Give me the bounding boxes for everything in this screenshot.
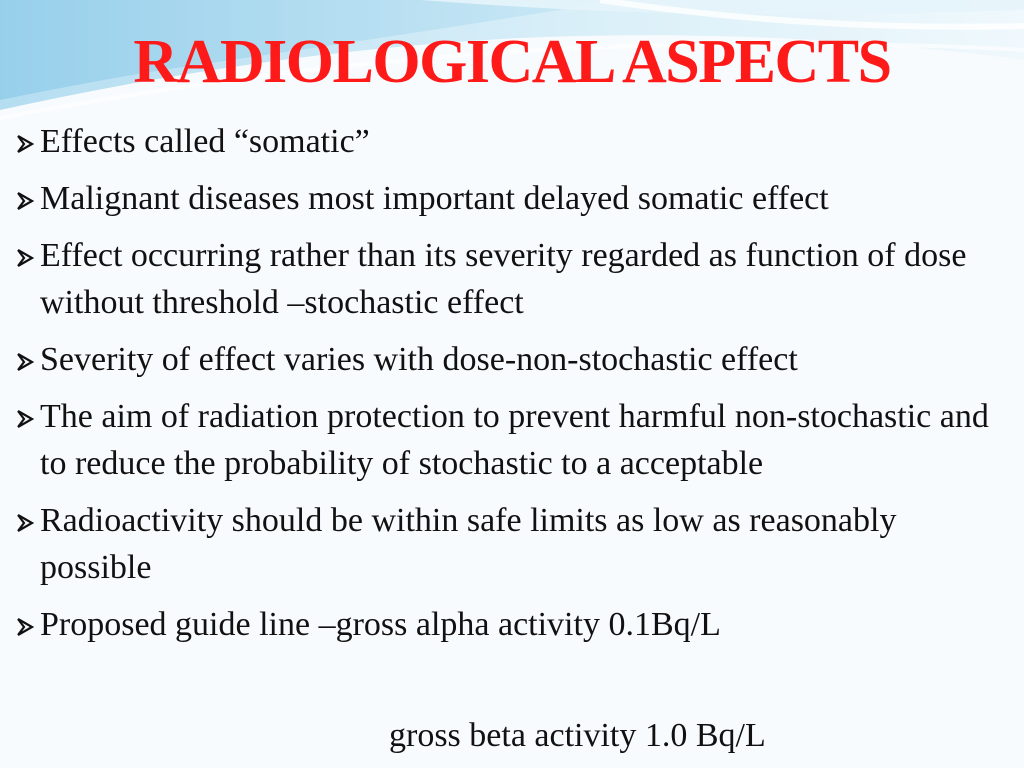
arrowhead-bullet-icon <box>14 190 36 212</box>
arrowhead-bullet-icon <box>14 512 36 534</box>
bullet-text: Radioactivity should be within safe limits as low as reasonably possible <box>40 502 897 586</box>
bullet-item <box>14 601 1014 648</box>
bullet-item <box>14 232 1014 326</box>
bullet-item <box>14 118 1014 165</box>
arrowhead-bullet-icon <box>14 616 36 638</box>
bullet-text: Effects called “somatic” <box>40 123 370 160</box>
arrowhead-bullet-icon <box>14 351 36 373</box>
bullet-text: Proposed guide line –gross alpha activity 0.1Bq/L <box>40 606 721 643</box>
bullet-item <box>14 336 1014 383</box>
guideline-continuation: gross beta activity 1.0 Bq/L <box>389 717 766 754</box>
bullet-item <box>14 393 1014 487</box>
bullet-text: Malignant diseases most important delayed somatic effect <box>40 180 829 217</box>
arrowhead-bullet-icon <box>14 133 36 155</box>
bullet-list <box>14 118 1014 658</box>
bullet-text: The aim of radiation protection to prevent harmful non-stochastic and to reduce the probability of stochastic to a acceptable <box>40 398 989 482</box>
bullet-text: Effect occurring rather than its severity regarded as function of dose without threshold –stochastic effect <box>40 237 967 321</box>
arrowhead-bullet-icon <box>14 408 36 430</box>
bullet-text: Severity of effect varies with dose-non-stochastic effect <box>40 341 798 378</box>
bullet-item <box>14 175 1014 222</box>
slide-title: RADIOLOGICAL ASPECTS <box>133 28 891 96</box>
arrowhead-bullet-icon <box>14 247 36 269</box>
bullet-item <box>14 497 1014 591</box>
